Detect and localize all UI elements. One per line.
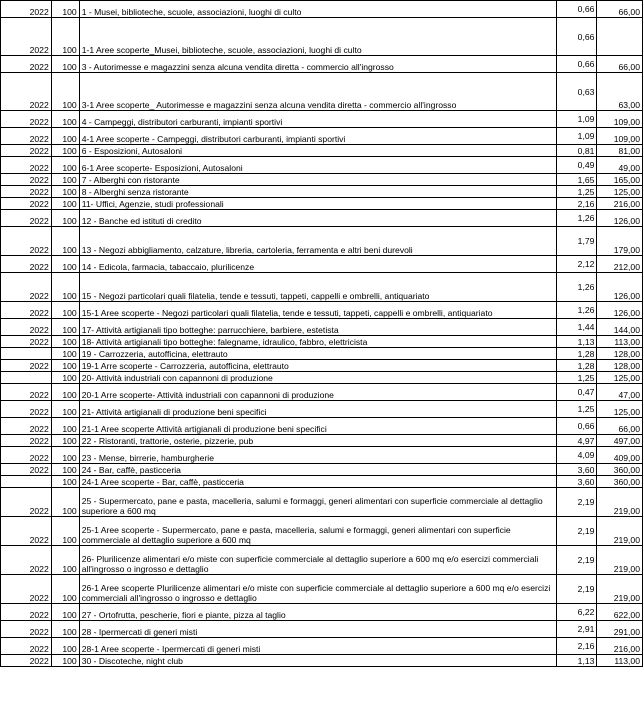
row-coefficient: 1,79 (557, 227, 597, 256)
row-rate: 109,00 (597, 111, 643, 128)
row-year: 2022 (1, 1, 52, 18)
row-rate: 81,00 (597, 145, 643, 157)
row-coefficient: 1,28 (557, 348, 597, 360)
table-row (1, 1, 643, 18)
row-year: 2022 (1, 418, 52, 435)
table-row (1, 401, 643, 418)
table-row (1, 488, 643, 517)
row-description: 26- Plurilicenze alimentari e/o miste con superficie commerciale al dettaglio superiore a 600 mq e/o esercizi commerciali all'ingrosso o ingrosso e dettaglio (79, 546, 556, 575)
row-description: 25 - Supermercato, pane e pasta, macelleria, salumi e formaggi, generi alimentari con superficie commerciale al dettaglio superiore a 600 mq (79, 488, 556, 517)
row-description: 27 - Ortofrutta, pescherie, fiori e piante, pizza al taglio (79, 604, 556, 621)
row-description: 17- Attività artigianali tipo botteghe: parrucchiere, barbiere, estetista (79, 319, 556, 336)
row-year: 2022 (1, 546, 52, 575)
table-row (1, 418, 643, 435)
table-row (1, 273, 643, 302)
row-description: 14 - Edicola, farmacia, tabaccaio, plurilicenze (79, 256, 556, 273)
row-coefficient: 2,12 (557, 256, 597, 273)
row-rate: 360,00 (597, 476, 643, 488)
row-code: 100 (51, 1, 79, 18)
row-year: 2022 (1, 256, 52, 273)
row-rate: 219,00 (597, 517, 643, 546)
row-code: 100 (51, 128, 79, 145)
row-rate: 622,00 (597, 604, 643, 621)
row-year: 2022 (1, 336, 52, 348)
row-code: 100 (51, 418, 79, 435)
table-row (1, 227, 643, 256)
row-rate: 409,00 (597, 447, 643, 464)
row-code: 100 (51, 621, 79, 638)
row-description: 4 - Campeggi, distributori carburanti, impianti sportivi (79, 111, 556, 128)
table-row (1, 384, 643, 401)
row-description: 24 - Bar, caffè, pasticceria (79, 464, 556, 476)
row-code: 100 (51, 575, 79, 604)
table-row (1, 638, 643, 655)
row-year: 2022 (1, 319, 52, 336)
row-year: 2022 (1, 302, 52, 319)
row-coefficient: 2,19 (557, 517, 597, 546)
row-coefficient: 0,63 (557, 73, 597, 111)
row-rate: 63,00 (597, 73, 643, 111)
row-coefficient: 0,66 (557, 418, 597, 435)
row-code: 100 (51, 372, 79, 384)
row-coefficient: 0,49 (557, 157, 597, 174)
row-description: 8 - Alberghi senza ristorante (79, 186, 556, 198)
row-rate: 113,00 (597, 655, 643, 667)
row-rate: 219,00 (597, 488, 643, 517)
row-code: 100 (51, 227, 79, 256)
row-description: 18- Attività artigianali tipo botteghe: falegname, idraulico, fabbro, elettricista (79, 336, 556, 348)
table-row (1, 360, 643, 372)
row-code: 100 (51, 111, 79, 128)
table-row (1, 198, 643, 210)
row-code: 100 (51, 273, 79, 302)
row-coefficient: 6,22 (557, 604, 597, 621)
row-year: 2022 (1, 73, 52, 111)
row-coefficient: 1,65 (557, 174, 597, 186)
row-coefficient: 3,60 (557, 464, 597, 476)
row-year: 2022 (1, 273, 52, 302)
row-coefficient: 0,47 (557, 384, 597, 401)
row-year: 2022 (1, 210, 52, 227)
row-coefficient: 1,26 (557, 273, 597, 302)
table-row (1, 157, 643, 174)
table-row (1, 604, 643, 621)
row-coefficient: 2,19 (557, 546, 597, 575)
table-row (1, 302, 643, 319)
row-rate: 126,00 (597, 210, 643, 227)
table-row (1, 128, 643, 145)
row-coefficient: 2,16 (557, 198, 597, 210)
row-coefficient: 2,19 (557, 488, 597, 517)
row-description: 20- Attività industriali con capannoni di produzione (79, 372, 556, 384)
row-rate: 291,00 (597, 621, 643, 638)
row-description: 15 - Negozi particolari quali filatelia, tende e tessuti, tappeti, cappelli e ombrelli, antiquariato (79, 273, 556, 302)
row-description: 13 - Negozi abbigliamento, calzature, libreria, cartoleria, ferramenta e altri beni durevoli (79, 227, 556, 256)
row-description: 19-1 Arre scoperte - Carrozzeria, autofficina, elettrauto (79, 360, 556, 372)
row-year (1, 476, 52, 488)
row-code: 100 (51, 517, 79, 546)
row-rate: 66,00 (597, 1, 643, 18)
row-code: 100 (51, 488, 79, 517)
row-description: 12 - Banche ed istituti di credito (79, 210, 556, 227)
table-row (1, 476, 643, 488)
row-year: 2022 (1, 447, 52, 464)
row-code: 100 (51, 18, 79, 56)
row-rate: 125,00 (597, 186, 643, 198)
table-row (1, 210, 643, 227)
row-year: 2022 (1, 575, 52, 604)
row-code: 100 (51, 546, 79, 575)
row-year: 2022 (1, 655, 52, 667)
row-code: 100 (51, 73, 79, 111)
row-code: 100 (51, 174, 79, 186)
table-row (1, 174, 643, 186)
table-row (1, 145, 643, 157)
row-code: 100 (51, 476, 79, 488)
row-description: 7 - Alberghi con ristorante (79, 174, 556, 186)
row-rate: 219,00 (597, 546, 643, 575)
row-rate: 165,00 (597, 174, 643, 186)
row-rate: 126,00 (597, 273, 643, 302)
row-rate: 125,00 (597, 401, 643, 418)
table-row (1, 517, 643, 546)
table-row (1, 186, 643, 198)
row-description: 1-1 Aree scoperte_Musei, biblioteche, scuole, associazioni, luoghi di culto (79, 18, 556, 56)
table-row (1, 435, 643, 447)
row-code: 100 (51, 186, 79, 198)
row-code: 100 (51, 256, 79, 273)
row-coefficient: 0,81 (557, 145, 597, 157)
row-code: 100 (51, 210, 79, 227)
table-row (1, 372, 643, 384)
row-code: 100 (51, 360, 79, 372)
row-description: 6 - Esposizioni, Autosaloni (79, 145, 556, 157)
row-rate: 49,00 (597, 157, 643, 174)
row-rate: 179,00 (597, 227, 643, 256)
row-coefficient: 1,44 (557, 319, 597, 336)
table-row (1, 256, 643, 273)
row-year (1, 348, 52, 360)
row-year: 2022 (1, 435, 52, 447)
row-description: 3-1 Aree scoperte_ Autorimesse e magazzini senza alcuna vendita diretta - commercio all'ingrosso (79, 73, 556, 111)
row-rate: 216,00 (597, 198, 643, 210)
row-description: 22 - Ristoranti, trattorie, osterie, pizzerie, pub (79, 435, 556, 447)
table-row (1, 336, 643, 348)
row-description: 30 - Discoteche, night club (79, 655, 556, 667)
row-rate: 113,00 (597, 336, 643, 348)
row-rate: 128,00 (597, 348, 643, 360)
row-year: 2022 (1, 621, 52, 638)
row-rate: 66,00 (597, 418, 643, 435)
row-description: 11- Uffici, Agenzie, studi professionali (79, 198, 556, 210)
row-coefficient: 1,13 (557, 336, 597, 348)
row-coefficient: 4,97 (557, 435, 597, 447)
row-rate: 219,00 (597, 575, 643, 604)
row-coefficient: 1,28 (557, 360, 597, 372)
row-coefficient: 1,26 (557, 210, 597, 227)
row-rate: 109,00 (597, 128, 643, 145)
row-description: 20-1 Arre scoperte- Attività industriali con capannoni di produzione (79, 384, 556, 401)
row-description: 6-1 Aree scoperte- Esposizioni, Autosaloni (79, 157, 556, 174)
row-rate: 126,00 (597, 302, 643, 319)
row-year: 2022 (1, 227, 52, 256)
row-rate: 144,00 (597, 319, 643, 336)
row-code: 100 (51, 401, 79, 418)
row-rate: 47,00 (597, 384, 643, 401)
row-code: 100 (51, 198, 79, 210)
table-row (1, 575, 643, 604)
row-year: 2022 (1, 401, 52, 418)
row-description: 28 - Ipermercati di generi misti (79, 621, 556, 638)
row-description: 21-1 Aree scoperte Attività artigianali di produzione beni specifici (79, 418, 556, 435)
row-code: 100 (51, 348, 79, 360)
row-code: 100 (51, 336, 79, 348)
row-code: 100 (51, 302, 79, 319)
row-year: 2022 (1, 517, 52, 546)
row-year: 2022 (1, 464, 52, 476)
row-code: 100 (51, 464, 79, 476)
row-year: 2022 (1, 56, 52, 73)
row-coefficient: 1,09 (557, 111, 597, 128)
row-coefficient: 0,66 (557, 56, 597, 73)
row-year: 2022 (1, 186, 52, 198)
row-coefficient: 4,09 (557, 447, 597, 464)
table-row (1, 73, 643, 111)
row-code: 100 (51, 145, 79, 157)
row-year: 2022 (1, 638, 52, 655)
row-year: 2022 (1, 604, 52, 621)
table-row (1, 319, 643, 336)
row-year: 2022 (1, 157, 52, 174)
row-code: 100 (51, 604, 79, 621)
row-description: 19 - Carrozzeria, autofficina, elettrauto (79, 348, 556, 360)
row-code: 100 (51, 384, 79, 401)
row-description: 3 - Autorimesse e magazzini senza alcuna vendita diretta - commercio all'ingrosso (79, 56, 556, 73)
row-year: 2022 (1, 145, 52, 157)
row-description: 15-1 Aree scoperte - Negozi particolari quali filatelia, tende e tessuti, tappeti, cappelli e ombrelli, antiquariato (79, 302, 556, 319)
row-description: 28-1 Aree scoperte - Ipermercati di generi misti (79, 638, 556, 655)
row-rate: 66,00 (597, 56, 643, 73)
row-year (1, 372, 52, 384)
row-code: 100 (51, 319, 79, 336)
row-year: 2022 (1, 360, 52, 372)
row-rate (597, 18, 643, 56)
row-year: 2022 (1, 198, 52, 210)
row-coefficient: 0,66 (557, 18, 597, 56)
table-row (1, 464, 643, 476)
row-coefficient: 1,25 (557, 186, 597, 198)
row-code: 100 (51, 435, 79, 447)
row-year: 2022 (1, 174, 52, 186)
table-row (1, 348, 643, 360)
row-rate: 360,00 (597, 464, 643, 476)
table-row (1, 546, 643, 575)
row-description: 26-1 Aree scoperte Plurilicenze alimentari e/o miste con superficie commerciale al dettaglio superiore a 600 mq e/o esercizi commerciali all'ingrosso o ingrosso e dettaglio (79, 575, 556, 604)
row-year: 2022 (1, 384, 52, 401)
row-rate: 128,00 (597, 360, 643, 372)
tariff-table-body (1, 1, 643, 667)
row-code: 100 (51, 447, 79, 464)
row-coefficient: 2,19 (557, 575, 597, 604)
row-coefficient: 1,13 (557, 655, 597, 667)
row-coefficient: 1,25 (557, 401, 597, 418)
row-coefficient: 1,25 (557, 372, 597, 384)
row-rate: 497,00 (597, 435, 643, 447)
row-coefficient: 1,26 (557, 302, 597, 319)
table-row (1, 111, 643, 128)
row-coefficient: 1,09 (557, 128, 597, 145)
table-row (1, 621, 643, 638)
row-description: 24-1 Aree scoperte - Bar, caffè, pasticceria (79, 476, 556, 488)
row-coefficient: 2,16 (557, 638, 597, 655)
row-rate: 212,00 (597, 256, 643, 273)
row-coefficient: 3,60 (557, 476, 597, 488)
row-description: 21- Attività artigianali di produzione beni specifici (79, 401, 556, 418)
row-code: 100 (51, 655, 79, 667)
row-coefficient: 0,66 (557, 1, 597, 18)
table-row (1, 655, 643, 667)
row-description: 1 - Musei, biblioteche, scuole, associazioni, luoghi di culto (79, 1, 556, 18)
row-code: 100 (51, 56, 79, 73)
row-code: 100 (51, 157, 79, 174)
row-coefficient: 2,91 (557, 621, 597, 638)
row-description: 4-1 Aree scoperte - Campeggi, distributori carburanti, impianti sportivi (79, 128, 556, 145)
table-row (1, 56, 643, 73)
row-year: 2022 (1, 111, 52, 128)
row-description: 23 - Mense, birrerie, hamburgherie (79, 447, 556, 464)
row-year: 2022 (1, 128, 52, 145)
row-year: 2022 (1, 18, 52, 56)
row-description: 25-1 Aree scoperte - Supermercato, pane e pasta, macelleria, salumi e formaggi, generi alimentari con superficie commerciale al dettaglio superiore a 600 mq (79, 517, 556, 546)
table-row (1, 447, 643, 464)
row-year: 2022 (1, 488, 52, 517)
row-rate: 125,00 (597, 372, 643, 384)
row-code: 100 (51, 638, 79, 655)
table-row (1, 18, 643, 56)
row-rate: 216,00 (597, 638, 643, 655)
